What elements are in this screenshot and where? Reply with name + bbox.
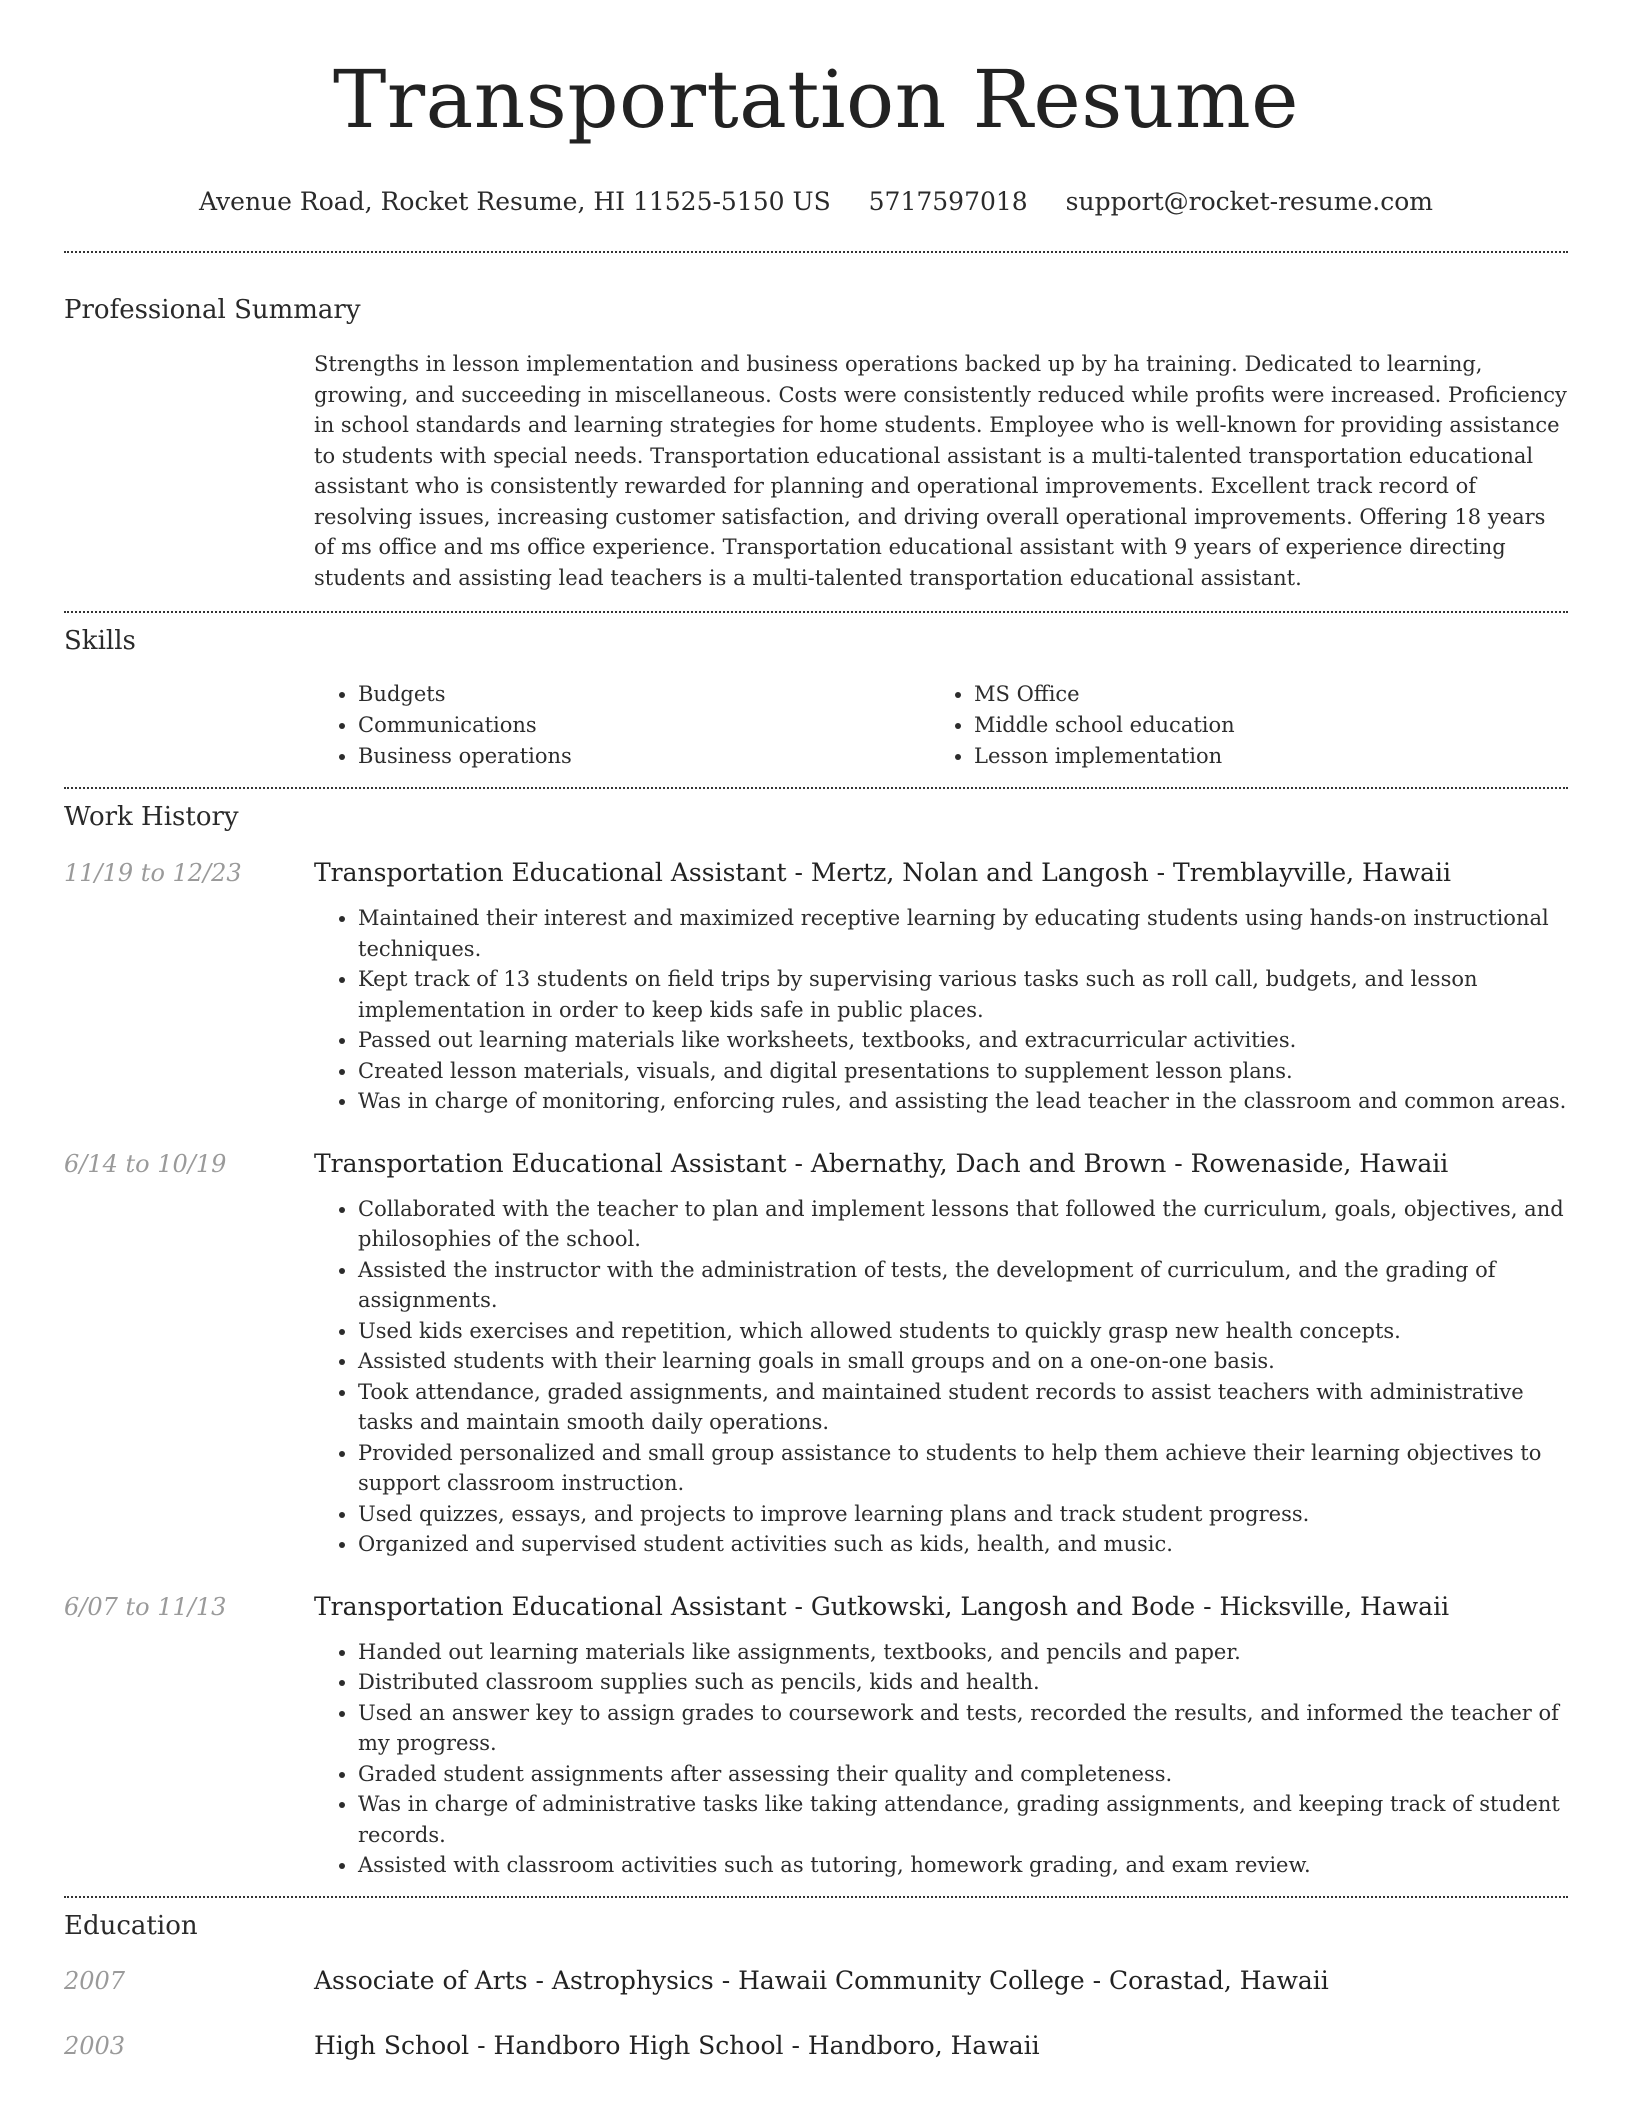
summary-section [314, 349, 1568, 593]
job-bullet: • Created lesson materials, visuals, and digital presentations to supplement lesson plans. [358, 1056, 1568, 1087]
job-bullet: • Provided personalized and small group assistance to students to help them achieve their learning objectives to support classroom instruction. [358, 1438, 1568, 1499]
work-history-heading: Work History [64, 802, 239, 832]
summary-heading: Professional Summary [64, 295, 361, 325]
job-bullet: • Used an answer key to assign grades to coursework and tests, recorded the results, and informed the teacher of my progress. [358, 1698, 1568, 1759]
summary-text: Strengths in lesson implementation and business operations backed up by ha training. Dedicated to learning, growing, and succeeding in miscellaneous. Costs were consistently reduced while profits were increased. Proficiency in school standards and learning strategies for home students. Employee who is well-known for providing assistance to students with special needs. Transportation educational assistant is a multi-talented transportation educational assistant who is consistently rewarded for planning and operational improvements. Excellent track record of resolving issues, increasing customer satisfaction, and driving overall operational improvements. Offering 18 years of ms office and ms office experience. Transportation educational assistant with 9 years of experience directing students and assisting lead teachers is a multi-talented transportation educational assistant. [314, 352, 1567, 590]
contact-line [64, 186, 1568, 218]
job-entry [64, 1592, 1568, 1881]
job-dates: 11/19 to 12/23 [64, 859, 242, 887]
job-bullet: • Passed out learning materials like worksheets, textbooks, and extracurricular activities. [358, 1025, 1568, 1056]
job-bullet: • Used kids exercises and repetition, which allowed students to quickly grasp new health concepts. [358, 1316, 1568, 1347]
job-entry [64, 858, 1568, 1117]
job-bullet: • Was in charge of administrative tasks like taking attendance, grading assignments, and keeping track of student records. [358, 1789, 1568, 1850]
skills-heading: Skills [64, 626, 136, 656]
job-title: Transportation Educational Assistant - Mertz, Nolan and Langosh - Tremblayville, Hawaii [314, 858, 1452, 887]
job-header [64, 1592, 1568, 1621]
job-bullet: • Assisted with classroom activities such as tutoring, homework grading, and exam review. [358, 1850, 1568, 1881]
job-bullets [314, 1637, 1568, 1881]
job-header [64, 858, 1568, 887]
job-bullet: • Maintained their interest and maximized receptive learning by educating students using hands-on instructional techniques. [358, 903, 1568, 964]
skill-item: • Budgets [358, 679, 930, 710]
job-bullet: • Used quizzes, essays, and projects to improve learning plans and track student progress. [358, 1499, 1568, 1530]
job-bullet: • Organized and supervised student activities such as kids, health, and music. [358, 1529, 1568, 1560]
job-bullet: • Graded student assignments after assessing their quality and completeness. [358, 1759, 1568, 1790]
job-bullet: • Assisted students with their learning goals in small groups and on a one-on-one basis. [358, 1346, 1568, 1377]
skill-item: • MS Office [974, 679, 1546, 710]
job-dates: 6/07 to 11/13 [64, 1592, 227, 1621]
job-dates: 6/14 to 10/19 [64, 1149, 227, 1178]
education-entry [64, 2031, 1568, 2060]
education-title: Associate of Arts - Astrophysics - Hawaii Community College - Corastad, Hawaii [314, 1965, 1329, 1995]
contact-email: support@rocket-resume.com [1065, 187, 1433, 216]
skill-item: • Communications [358, 710, 930, 741]
job-bullet: • Distributed classroom supplies such as pencils, kids and health. [358, 1667, 1568, 1698]
job-title: Transportation Educational Assistant - Gutkowski, Langosh and Bode - Hicksville, Hawaii [314, 1591, 1450, 1621]
job-header [64, 1149, 1568, 1178]
divider [64, 251, 1568, 253]
skills-column-right [930, 679, 1546, 772]
education-year: 2003 [64, 2031, 126, 2060]
job-bullet: • Assisted the instructor with the administration of tests, the development of curriculum, and the grading of assignments. [358, 1255, 1568, 1316]
education-year: 2007 [64, 1966, 126, 1995]
skill-item: • Lesson implementation [974, 741, 1546, 772]
job-bullet: • Was in charge of monitoring, enforcing rules, and assisting the lead teacher in the classroom and common areas. [358, 1086, 1568, 1117]
job-bullet: • Handed out learning materials like assignments, textbooks, and pencils and paper. [358, 1637, 1568, 1668]
contact-address: Avenue Road, Rocket Resume, HI 11525-5150 US [199, 187, 831, 216]
job-title: Transportation Educational Assistant - Abernathy, Dach and Brown - Rowenaside, Hawaii [314, 1148, 1449, 1178]
education-heading: Education [64, 1910, 198, 1941]
skills-list [314, 679, 1568, 772]
job-bullet: • Collaborated with the teacher to plan and implement lessons that followed the curriculum, goals, objectives, and philosophies of the school. [358, 1194, 1568, 1255]
divider [64, 787, 1568, 789]
skill-item: • Business operations [358, 741, 930, 772]
job-bullets [314, 1194, 1568, 1560]
resume-title: Transportation Resume [332, 53, 1300, 146]
skill-item: • Middle school education [974, 710, 1546, 741]
contact-phone: 5717597018 [868, 187, 1028, 216]
job-bullet: • Took attendance, graded assignments, and maintained student records to assist teachers with administrative tasks and maintain smooth daily operations. [358, 1377, 1568, 1438]
job-bullet: • Kept track of 13 students on field trips by supervising various tasks such as roll call, budgets, and lesson implementation in order to keep kids safe in public places. [358, 964, 1568, 1025]
divider [64, 611, 1568, 613]
job-entry [64, 1149, 1568, 1560]
skills-column-left [314, 679, 930, 772]
divider [64, 1896, 1568, 1898]
education-entry [64, 1966, 1568, 1995]
education-title: High School - Handboro High School - Handboro, Hawaii [314, 2030, 1040, 2060]
job-bullets [314, 903, 1568, 1117]
